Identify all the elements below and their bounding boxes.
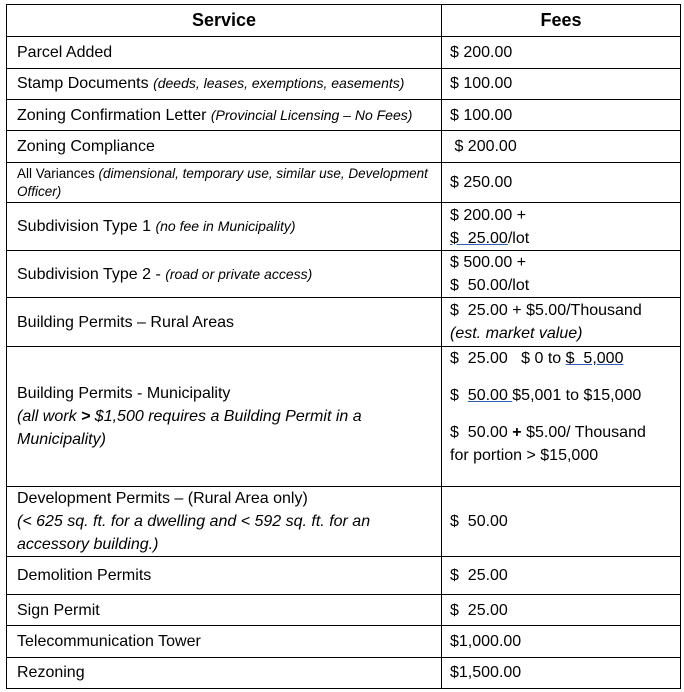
- fee-cell: [442, 203, 681, 251]
- service-cell: Parcel Added: [7, 37, 442, 68]
- fee-cell: $ 100.00: [442, 68, 681, 99]
- fee-tier-3-note: for portion > $15,000: [450, 446, 599, 464]
- fee-cell: $ 100.00: [442, 100, 681, 131]
- service-cell: [7, 346, 442, 486]
- service-cell: Sign Permit: [7, 594, 442, 625]
- service-note: (all work > $1,500 requires a Building Permit in a Municipality): [17, 407, 362, 448]
- fee-tier-3: $ 50.00 + $5.00/ Thousand: [450, 423, 646, 441]
- table-row: [7, 250, 681, 298]
- service-cell: [7, 486, 442, 557]
- fee-tier-2: $ 50.00 $5,001 to $15,000: [450, 386, 642, 404]
- service-cell: [7, 162, 442, 202]
- table-row: [7, 203, 681, 251]
- service-label: Subdivision Type 2 -: [17, 265, 166, 283]
- service-cell: [7, 203, 442, 251]
- service-label: Stamp Documents: [17, 75, 154, 93]
- service-cell: Telecommunication Tower: [7, 626, 442, 657]
- fee-cell: $ 200.00: [442, 131, 681, 162]
- table-row: [7, 68, 681, 99]
- service-note: (deeds, leases, exemptions, easements): [153, 75, 405, 92]
- table-row: [7, 346, 681, 486]
- table-header-row: [7, 5, 681, 37]
- fee-cell: $ 250.00: [442, 162, 681, 202]
- service-note: (Provincial Licensing – No Fees): [210, 106, 413, 123]
- table-row: [7, 131, 681, 162]
- fee-line: $ 500.00 +: [450, 254, 527, 272]
- table-row: [7, 298, 681, 347]
- service-cell: Rezoning: [7, 657, 442, 688]
- fees-header: Fees: [442, 5, 681, 37]
- service-note: (road or private access): [165, 265, 313, 282]
- fee-cell: $ 25.00: [442, 594, 681, 625]
- service-note: (no fee in Municipality): [155, 218, 296, 235]
- fee-line: $ 50.00/lot: [450, 277, 530, 295]
- fee-cell: $1,500.00: [442, 657, 681, 688]
- fee-cell: $1,000.00: [442, 626, 681, 657]
- table-row: [7, 557, 681, 594]
- service-label: All Variances: [17, 165, 99, 181]
- service-cell: Zoning Compliance: [7, 131, 442, 162]
- table-row: [7, 37, 681, 68]
- service-cell: Building Permits – Rural Areas: [7, 298, 442, 347]
- fee-cell: [442, 250, 681, 298]
- service-cell: Demolition Permits: [7, 557, 442, 594]
- service-header: Service: [7, 5, 442, 37]
- fee-tier-1: $ 25.00 $ 0 to $ 5,000: [450, 349, 624, 367]
- fee-unit: /lot: [507, 229, 530, 247]
- fee-line: $ 25.00 + $5.00/Thousand: [450, 302, 642, 320]
- service-cell: [7, 250, 442, 298]
- table-row: [7, 162, 681, 202]
- fee-cell: [442, 346, 681, 486]
- service-label: Zoning Confirmation Letter: [17, 106, 211, 124]
- table-row: [7, 486, 681, 557]
- table-row: [7, 594, 681, 625]
- fee-line: $ 200.00 +: [450, 206, 527, 224]
- table-row: [7, 626, 681, 657]
- fee-line: [450, 227, 680, 250]
- service-note: (< 625 sq. ft. for a dwelling and < 592 sq. ft. for an accessory building.): [17, 512, 371, 553]
- service-label: Development Permits – (Rural Area only): [17, 489, 308, 507]
- service-cell: [7, 100, 442, 131]
- service-label: Subdivision Type 1: [17, 218, 156, 236]
- service-cell: [7, 68, 442, 99]
- fee-cell: $ 200.00: [442, 37, 681, 68]
- fee-cell: $ 50.00: [442, 486, 681, 557]
- fee-cell: [442, 298, 681, 347]
- fee-amount: $ 25.00: [450, 229, 508, 247]
- fee-line: (est. market value): [450, 325, 583, 343]
- fees-table: [6, 4, 681, 689]
- fee-cell: $ 25.00: [442, 557, 681, 594]
- service-note: (dimensional, temporary use, similar use, Development Officer): [17, 165, 428, 199]
- table-row: [7, 657, 681, 688]
- table-row: [7, 100, 681, 131]
- service-label: Building Permits - Municipality: [17, 384, 231, 402]
